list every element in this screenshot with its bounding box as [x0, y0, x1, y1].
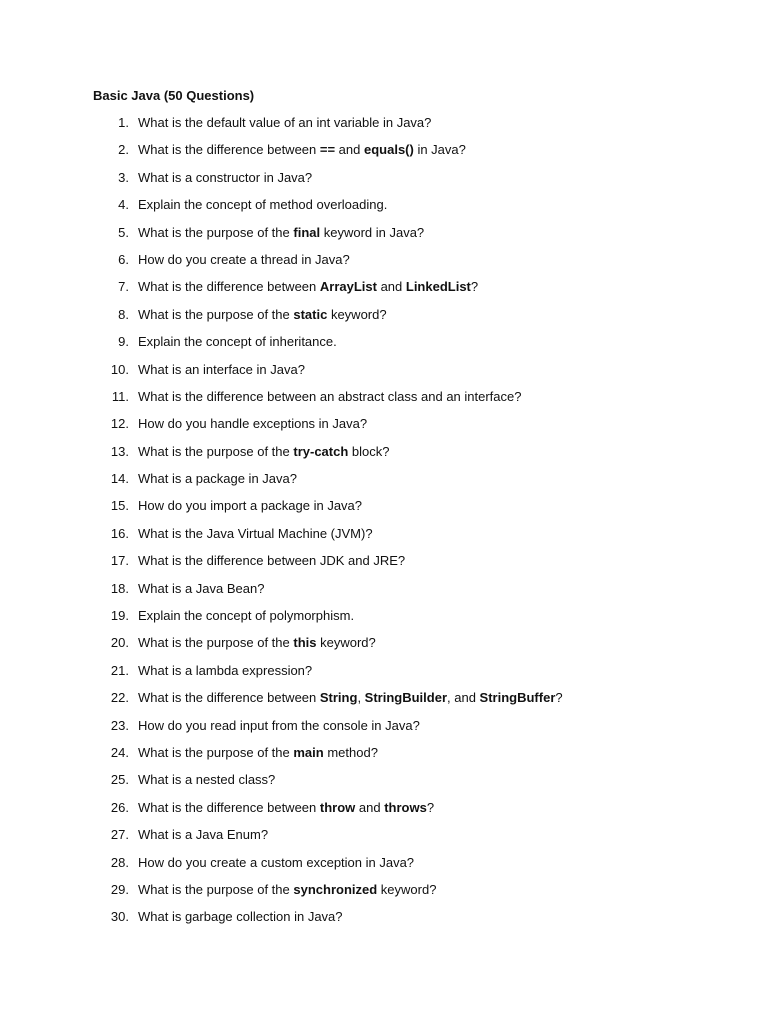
question-text: [138, 661, 312, 681]
question-text: [138, 907, 343, 927]
question-item: [93, 496, 768, 523]
bold-term: this: [293, 635, 317, 651]
question-number: 15.: [110, 498, 129, 514]
question-text: [138, 195, 387, 215]
question-number: 19.: [110, 608, 129, 624]
question-item: [93, 798, 768, 825]
question-number: 10.: [110, 361, 129, 377]
question-number: 6.: [118, 251, 129, 267]
question-text-segment: What is a package in Java?: [138, 471, 297, 487]
question-number: 25.: [110, 772, 129, 788]
question-item: [93, 551, 768, 578]
question-text-segment: What is the purpose of the: [138, 306, 294, 322]
question-number: 7.: [118, 279, 129, 295]
question-text-segment: What is the difference between: [138, 142, 320, 158]
question-item: [93, 442, 768, 469]
question-text: [138, 414, 367, 434]
question-text: [138, 496, 362, 516]
question-number: 29.: [110, 881, 129, 897]
question-item: [93, 825, 768, 852]
question-item: [93, 250, 768, 277]
question-text: [138, 305, 387, 325]
bold-term: StringBuffer: [479, 690, 556, 706]
question-text-segment: Explain the concept of method overloading.: [138, 197, 388, 213]
question-item: [93, 277, 768, 304]
question-number: 9.: [118, 334, 129, 350]
bold-term: try-catch: [293, 443, 349, 459]
question-text-segment: and: [335, 142, 364, 158]
question-number: 23.: [110, 717, 129, 733]
question-item: [93, 688, 768, 715]
question-text: [138, 770, 275, 790]
question-text-segment: What is a Java Bean?: [138, 580, 265, 596]
document-title: Basic Java (50 Questions): [93, 88, 255, 103]
question-text-segment: keyword in Java?: [320, 224, 425, 240]
question-list: [93, 113, 768, 935]
question-text: [138, 277, 478, 297]
question-text-segment: What is a lambda expression?: [138, 662, 313, 678]
bold-term: equals(): [363, 142, 414, 158]
question-text-segment: What is the default value of an int variable in Java?: [138, 115, 432, 130]
question-text-segment: What is the difference between an abstract class and an interface?: [138, 388, 522, 404]
question-number: 26.: [110, 799, 129, 815]
question-item: [93, 387, 768, 414]
question-item: [93, 305, 768, 332]
question-text-segment: Explain the concept of inheritance.: [138, 334, 337, 350]
question-number: 24.: [110, 744, 129, 760]
question-text-segment: What is garbage collection in Java?: [138, 909, 343, 925]
question-number: 11.: [111, 388, 129, 404]
question-item: [93, 907, 768, 934]
question-text: [138, 223, 424, 243]
question-text: [138, 168, 312, 188]
bold-term: static: [293, 306, 328, 322]
question-text-segment: How do you create a thread in Java?: [138, 251, 350, 267]
question-number: 18.: [110, 580, 129, 596]
bold-term: final: [293, 224, 321, 240]
question-item: [93, 414, 768, 441]
question-item: [93, 716, 768, 743]
question-item: [93, 743, 768, 770]
question-text-segment: What is the difference between: [138, 690, 320, 706]
question-text: [138, 579, 264, 599]
question-text: [138, 442, 390, 462]
bold-term: ==: [319, 142, 336, 158]
question-text: [138, 798, 434, 818]
bold-term: ArrayList: [319, 279, 377, 295]
question-text-segment: What is the purpose of the: [138, 744, 294, 760]
question-text-segment: What is the difference between JDK and JRE?: [138, 553, 406, 569]
question-item: [93, 606, 768, 633]
question-item: [93, 524, 768, 551]
question-text-segment: What is the purpose of the: [138, 224, 294, 240]
question-text: [138, 825, 268, 845]
question-number: 30.: [110, 909, 129, 925]
bold-term: LinkedList: [405, 279, 471, 295]
question-number: 17.: [110, 553, 129, 569]
question-text: [138, 469, 297, 489]
question-text-segment: How do you handle exceptions in Java?: [138, 416, 368, 432]
bold-term: synchronized: [293, 881, 378, 897]
question-text: [138, 743, 378, 763]
question-text-segment: ?: [555, 690, 563, 706]
question-text: [138, 853, 414, 873]
question-text-segment: keyword?: [316, 635, 376, 651]
question-text-segment: in Java?: [413, 142, 466, 158]
question-number: 5.: [118, 224, 129, 240]
question-text: [138, 688, 563, 708]
question-item: [93, 633, 768, 660]
question-item: [93, 195, 768, 222]
question-text-segment: What is the difference between: [138, 799, 320, 815]
bold-term: throw: [319, 799, 356, 815]
question-number: 16.: [110, 525, 129, 541]
question-number: 20.: [110, 635, 129, 651]
question-number: 3.: [118, 169, 129, 185]
question-text-segment: What is the difference between: [138, 279, 320, 295]
question-text: [138, 606, 354, 626]
question-number: 8.: [118, 306, 129, 322]
question-text-segment: What is a nested class?: [138, 772, 276, 788]
question-text: [138, 332, 337, 352]
question-text: [138, 880, 436, 900]
question-item: [93, 661, 768, 688]
question-text: [138, 524, 373, 544]
question-item: [93, 223, 768, 250]
question-text-segment: What is the Java Virtual Machine (JVM)?: [138, 525, 373, 541]
question-item: [93, 770, 768, 797]
question-text-segment: What is the purpose of the: [138, 443, 294, 459]
question-text-segment: ?: [470, 279, 479, 295]
question-text-segment: How do you import a package in Java?: [138, 498, 363, 514]
question-text-segment: How do you read input from the console in Java?: [138, 717, 420, 733]
bold-term: main: [293, 744, 324, 760]
question-text-segment: What is the purpose of the: [138, 881, 294, 897]
question-text: [138, 360, 305, 380]
question-text-segment: keyword?: [327, 306, 387, 322]
question-item: [93, 360, 768, 387]
question-text: [138, 633, 376, 653]
question-text-segment: What is an interface in Java?: [138, 361, 305, 377]
question-item: [93, 140, 768, 167]
question-text: [138, 387, 522, 407]
question-item: [93, 880, 768, 907]
question-text-segment: and: [376, 279, 406, 295]
question-number: 28.: [110, 854, 129, 870]
question-number: 22.: [110, 690, 129, 706]
question-item: [93, 469, 768, 496]
question-number: 12.: [110, 416, 129, 432]
question-item: [93, 113, 768, 140]
bold-term: StringBuilder: [364, 690, 448, 706]
question-text: [138, 551, 405, 571]
question-text-segment: ,: [357, 690, 365, 706]
question-number: 1.: [118, 115, 129, 130]
question-text-segment: block?: [348, 443, 390, 459]
question-item: [93, 332, 768, 359]
question-item: [93, 168, 768, 195]
bold-term: String: [319, 690, 358, 706]
question-number: 2.: [118, 142, 129, 158]
question-text: [138, 250, 350, 270]
question-text: [138, 140, 466, 160]
question-text-segment: , and: [447, 690, 480, 706]
question-text-segment: What is a Java Enum?: [138, 827, 269, 843]
question-text-segment: What is a constructor in Java?: [138, 169, 313, 185]
question-item: [93, 579, 768, 606]
question-text-segment: keyword?: [377, 881, 437, 897]
question-text-segment: Explain the concept of polymorphism.: [138, 608, 355, 624]
question-number: 13.: [110, 443, 129, 459]
bold-term: throws: [384, 799, 427, 815]
question-item: [93, 853, 768, 880]
question-number: 27.: [110, 827, 129, 843]
question-number: 21.: [110, 662, 129, 678]
question-text-segment: method?: [323, 744, 378, 760]
question-text-segment: What is the purpose of the: [138, 635, 294, 651]
question-number: 4.: [118, 197, 129, 213]
question-text-segment: and: [355, 799, 385, 815]
question-text-segment: ?: [426, 799, 435, 815]
question-text: [138, 113, 431, 133]
question-text: [138, 716, 420, 736]
question-number: 14.: [110, 471, 129, 487]
question-text-segment: How do you create a custom exception in Java?: [138, 854, 415, 870]
